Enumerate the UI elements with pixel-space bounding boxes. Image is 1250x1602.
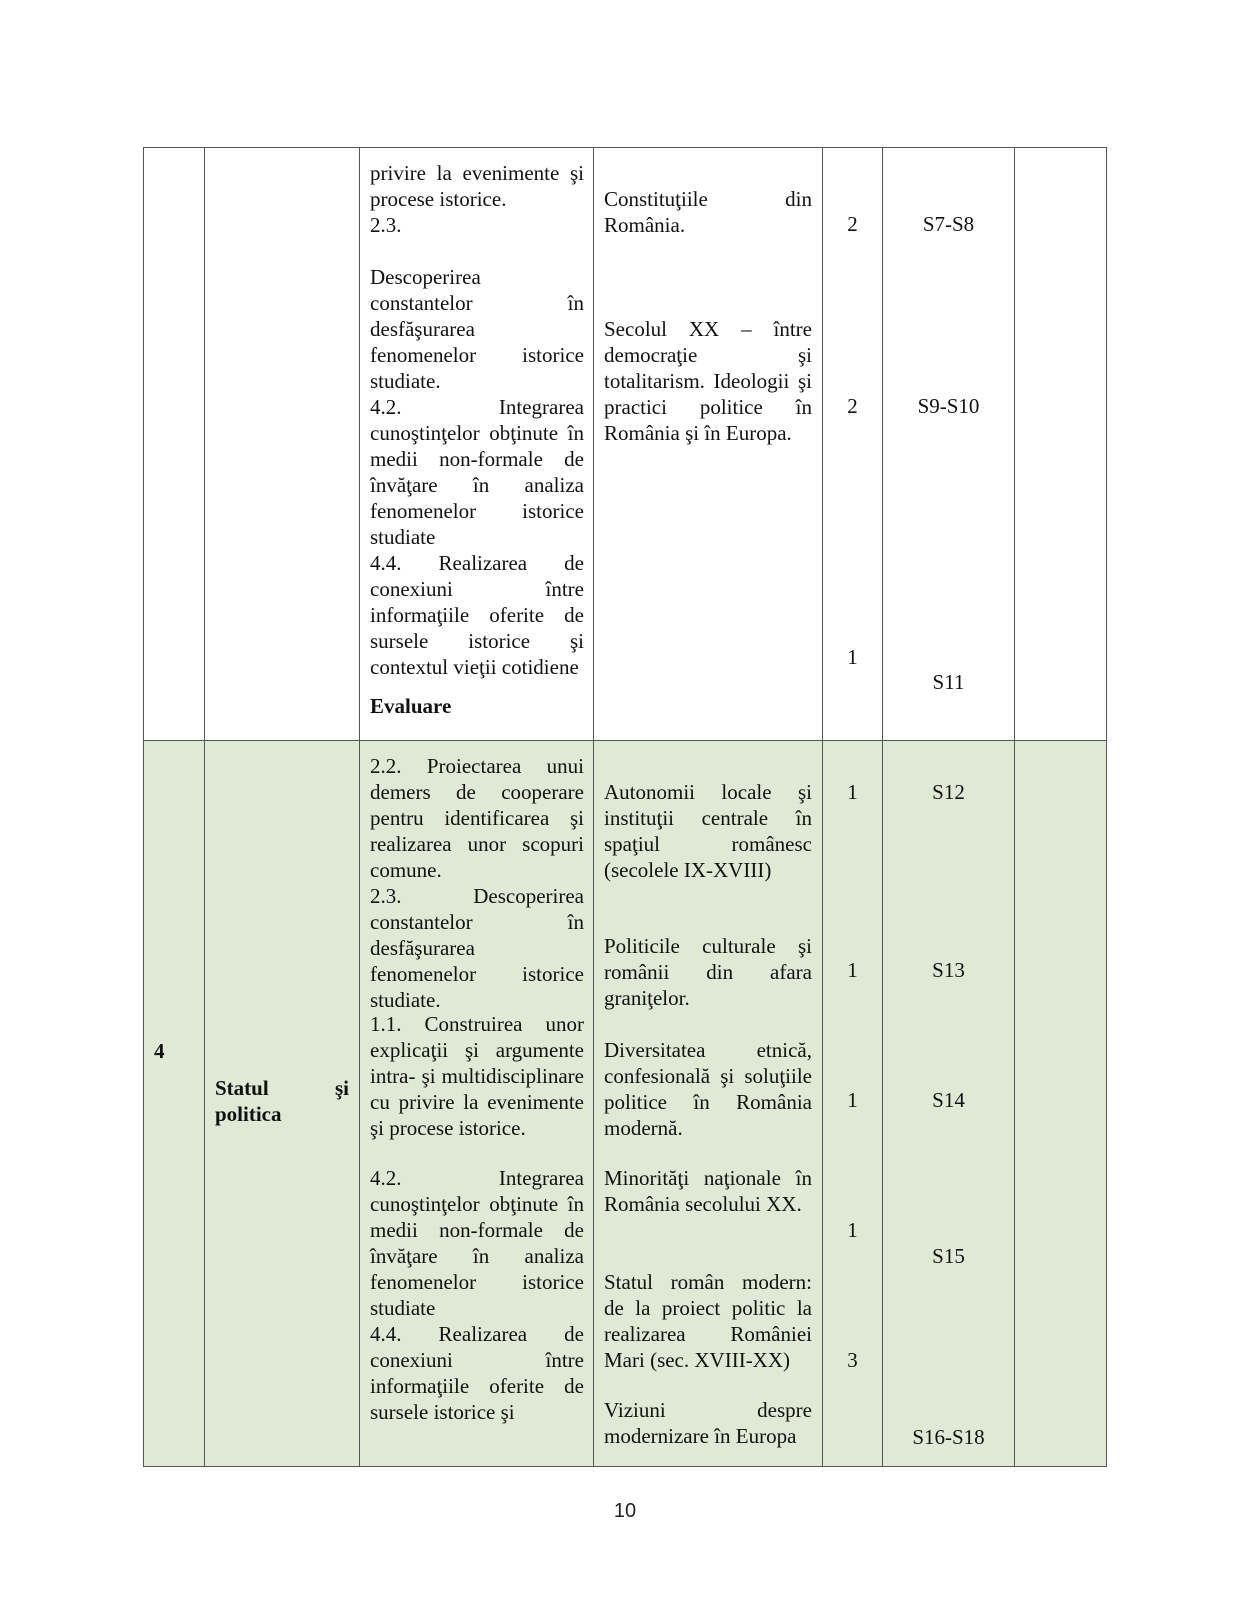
nr-cell xyxy=(144,741,205,1467)
week-value: S15 xyxy=(932,1244,965,1268)
hours-cell xyxy=(823,148,883,741)
hours-value: 2 xyxy=(847,212,858,236)
planning-table xyxy=(143,147,1107,1467)
hours-value: 1 xyxy=(847,1088,858,1112)
week-value: S14 xyxy=(932,1088,965,1112)
competency-text: 2.2. Proiectarea unui demers de cooperare pentru identificarea şi realizarea unor scopuri comune. xyxy=(370,754,584,882)
competency-text: privire la evenimente şi procese istorice. xyxy=(370,161,584,211)
content-text: Statul român modern: de la proiect politic la realizarea României Mari (sec. XVIII-XX) xyxy=(604,1270,812,1372)
competency-text: 2.3. xyxy=(370,213,402,237)
week-value: S16-S18 xyxy=(912,1425,985,1449)
competency-text: 4.4. Realizarea de conexiuni între informaţiile oferite de sursele istorice şi xyxy=(370,1322,584,1424)
competency-text: Descoperirea constantelor în desfăşurarea fenomenelor istorice studiate. xyxy=(370,265,584,393)
competencies-cell xyxy=(360,148,594,741)
table-row xyxy=(144,741,1107,1467)
competency-text: 4.2. Integrarea cunoştinţelor obţinute în medii non-formale de învăţare în analiza fenomenelor istorice studiate xyxy=(370,1166,584,1320)
unit-number: 4 xyxy=(154,1039,165,1063)
weeks-cell xyxy=(883,741,1015,1467)
weeks-cell xyxy=(883,148,1015,741)
week-value: S9-S10 xyxy=(917,394,980,418)
content-text: Politicile culturale şi românii din afara graniţelor. xyxy=(604,934,812,1010)
unit-title: Statul şi politica xyxy=(215,1076,349,1126)
hours-value: 1 xyxy=(847,780,858,804)
hours-value: 1 xyxy=(847,1218,858,1242)
page-number: 10 xyxy=(613,1500,637,1522)
week-value: S7-S8 xyxy=(922,212,975,236)
observations-cell xyxy=(1015,148,1107,741)
contents-cell xyxy=(594,741,823,1467)
contents-cell xyxy=(594,148,823,741)
week-value: S12 xyxy=(932,780,965,804)
hours-cell xyxy=(823,741,883,1467)
content-text: Minorităţi naţionale în România secolului XX. xyxy=(604,1166,812,1216)
content-text: Diversitatea etnică, confesională şi soluţiile politice în România modernă. xyxy=(604,1038,812,1140)
content-text: Viziuni despre modernizare în Europa xyxy=(604,1398,812,1448)
competency-text: 2.3. Descoperirea constantelor în desfăşurarea fenomenelor istorice studiate. xyxy=(370,884,584,1012)
evaluation-label: Evaluare xyxy=(370,694,452,718)
unit-cell xyxy=(205,148,360,741)
hours-value: 1 xyxy=(847,958,858,982)
observations-cell xyxy=(1015,741,1107,1467)
table-row xyxy=(144,148,1107,741)
week-value: S13 xyxy=(932,958,965,982)
content-text: Secolul XX – între democraţie şi totalitarism. Ideologii şi practici politice în România şi în Europa. xyxy=(604,317,812,445)
hours-value: 2 xyxy=(847,394,858,418)
competency-text: 4.2. Integrarea cunoştinţelor obţinute în medii non-formale de învăţare în analiza fenomenelor istorice studiate xyxy=(370,395,584,549)
content-text: Autonomii locale şi instituţii centrale în spaţiul românesc (secolele IX-XVIII) xyxy=(604,780,812,882)
competency-text: 1.1. Construirea unor explicaţii şi argumente intra- şi multidisciplinare cu privire la evenimente şi procese istorice. xyxy=(370,1012,584,1140)
hours-value: 3 xyxy=(847,1348,858,1372)
nr-cell xyxy=(144,148,205,741)
competencies-cell xyxy=(360,741,594,1467)
hours-value: 1 xyxy=(847,645,858,669)
content-text: Constituţiile din România. xyxy=(604,187,812,237)
competency-text: 4.4. Realizarea de conexiuni între informaţiile oferite de sursele istorice şi contextul vieţii cotidiene xyxy=(370,551,584,679)
week-value: S11 xyxy=(932,670,965,694)
unit-cell xyxy=(205,741,360,1467)
